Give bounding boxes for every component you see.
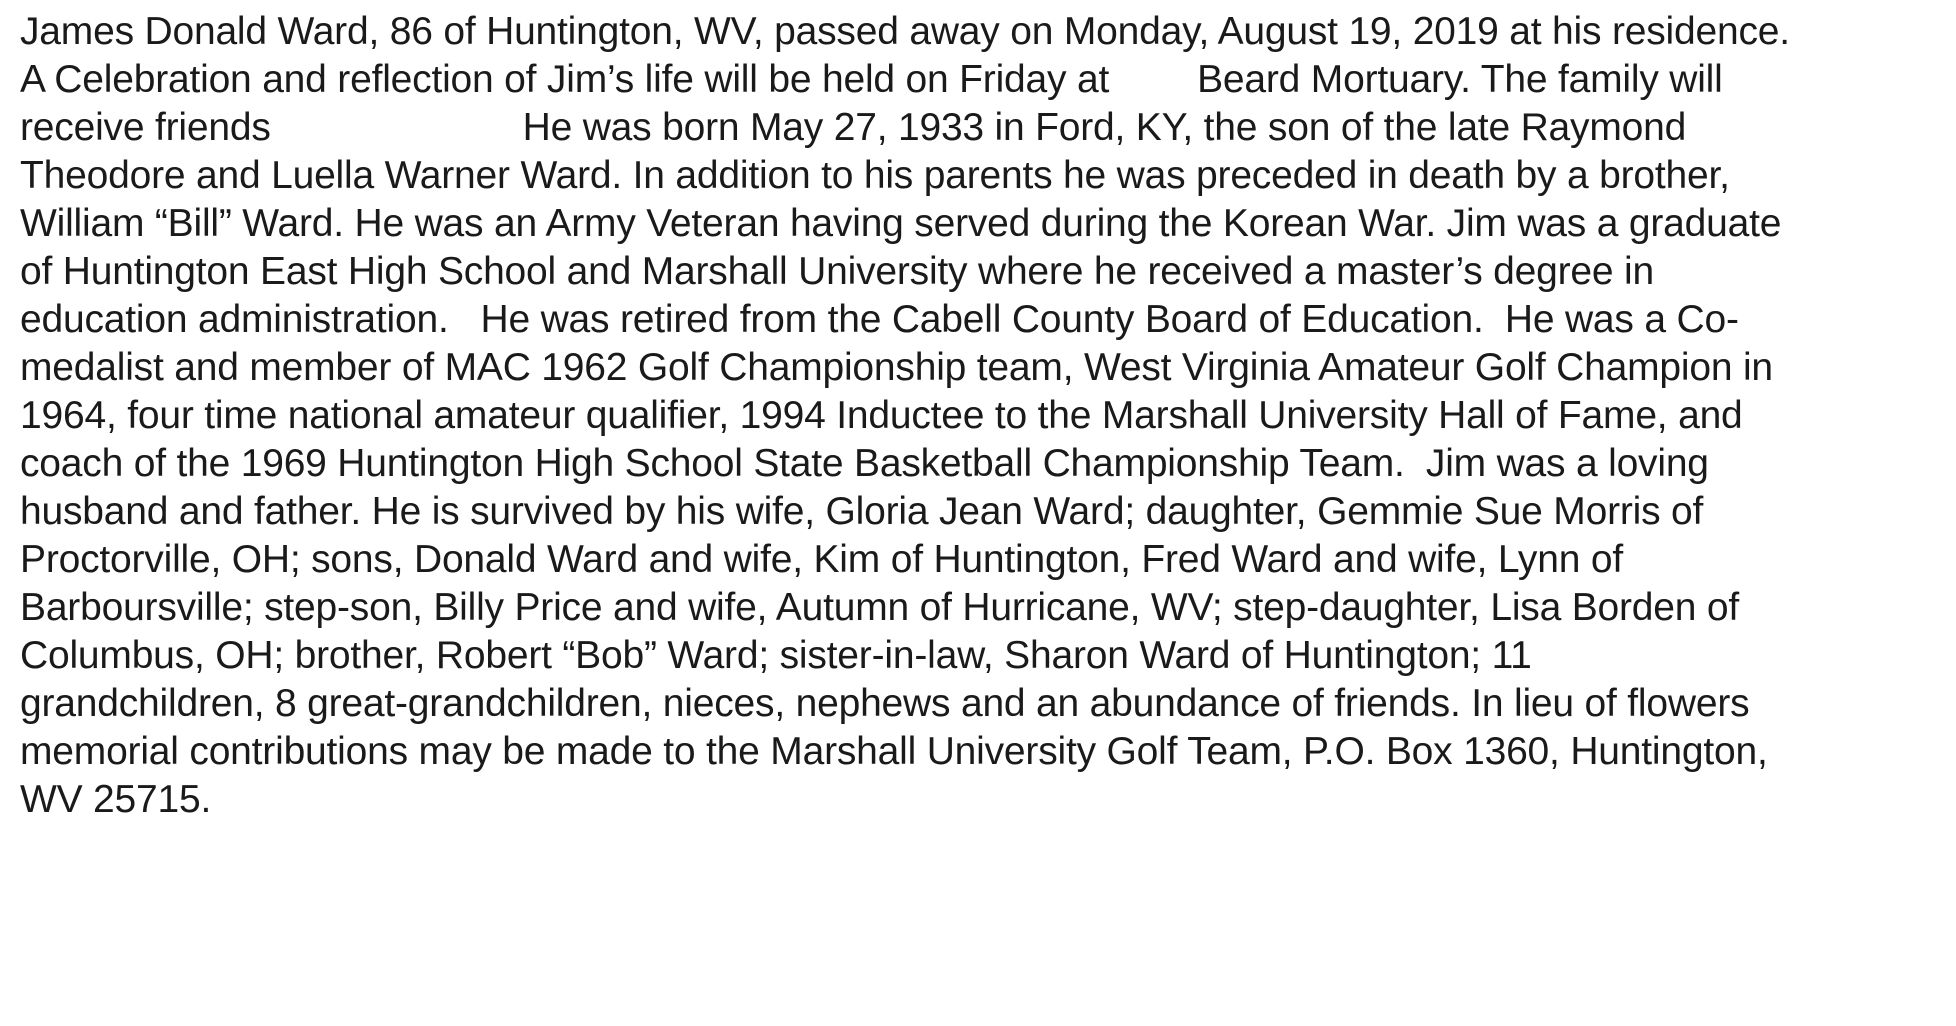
text-line-10: coach of the 1969 Huntington High School State Basketball Championship Team. Jim was a loving	[20, 442, 1709, 485]
text-segment: Beard Mortuary. The family will	[1197, 58, 1723, 101]
text-line-13: Barboursville; step-son, Billy Price and wife, Autumn of Hurricane, WV; step-daughter, Lisa Borden of	[20, 586, 1740, 629]
text-segment: A Celebration and reflection of Jim’s life will be held on Friday at	[20, 58, 1110, 101]
text-line-1	[20, 8, 1790, 56]
text-line-5: William “Bill” Ward. He was an Army Veteran having served during the Korean War. Jim was a graduate	[20, 202, 1782, 245]
text-segment: James Donald Ward, 86 of Huntington, WV, passed away on Monday, August 19, 2019 at his residence.	[20, 10, 1790, 53]
text-line-11: husband and father. He is survived by his wife, Gloria Jean Ward; daughter, Gemmie Sue Morris of	[20, 490, 1704, 533]
text-line-14: Columbus, OH; brother, Robert “Bob” Ward; sister-in-law, Sharon Ward of Huntington; 11	[20, 634, 1532, 677]
text-line-2	[20, 56, 1723, 104]
text-line-6: of Huntington East High School and Marshall University where he received a master’s degree in	[20, 250, 1654, 293]
text-segment: receive friends	[20, 106, 271, 149]
text-line-3	[20, 104, 1686, 152]
text-line-16: memorial contributions may be made to the Marshall University Golf Team, P.O. Box 1360, Huntington,	[20, 730, 1768, 773]
text-line-8: medalist and member of MAC 1962 Golf Championship team, West Virginia Amateur Golf Champion in	[20, 346, 1773, 389]
text-line-7: education administration. He was retired from the Cabell County Board of Education. He was a Co-	[20, 298, 1739, 341]
text-line-9: 1964, four time national amateur qualifier, 1994 Inductee to the Marshall University Hall of Fame, and	[20, 394, 1743, 437]
text-line-12: Proctorville, OH; sons, Donald Ward and wife, Kim of Huntington, Fred Ward and wife, Lynn of	[20, 538, 1623, 581]
text-segment: He was born May 27, 1933 in Ford, KY, the son of the late Raymond	[522, 106, 1687, 149]
text-line-15: grandchildren, 8 great-grandchildren, nieces, nephews and an abundance of friends. In lieu of flowers	[20, 682, 1750, 725]
text-line-17: WV 25715.	[20, 778, 212, 821]
text-line-4: Theodore and Luella Warner Ward. In addition to his parents he was preceded in death by a brother,	[20, 154, 1730, 197]
